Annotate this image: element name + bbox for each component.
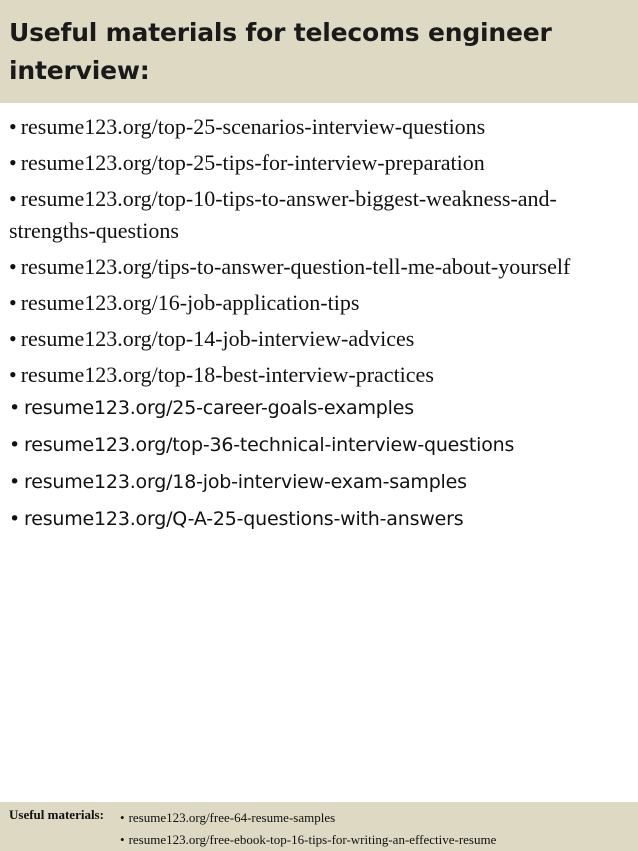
link-text: resume123.org/top-25-tips-for-interview-preparation — [20, 150, 485, 175]
bullet: • — [9, 186, 17, 211]
link-text: resume123.org/16-job-application-tips — [20, 290, 360, 315]
list-item — [9, 469, 609, 496]
bullet: • — [9, 290, 17, 315]
bullet: • — [9, 397, 21, 419]
bullet: • — [9, 508, 21, 530]
footer-link-text: resume123.org/free-ebook-top-16-tips-for-writing-an-effective-resume — [128, 832, 497, 847]
footer-band — [0, 802, 638, 851]
title-band — [0, 0, 638, 103]
link-text: resume123.org/tips-to-answer-question-tell-me-about-yourself — [20, 254, 571, 279]
link-text: resume123.org/top-18-best-interview-practices — [20, 362, 434, 387]
list-item — [9, 323, 609, 355]
list-item — [9, 183, 609, 247]
link-text: resume123.org/top-25-scenarios-interview-questions — [20, 114, 486, 139]
bullet: • — [9, 362, 17, 387]
bullet: • — [9, 326, 17, 351]
bullet: • — [9, 471, 21, 493]
link-text: resume123.org/top-10-tips-to-answer-biggest-weakness-and-strengths-questions — [9, 186, 557, 243]
list-item — [9, 287, 609, 319]
list-item — [9, 432, 609, 459]
list-item — [9, 359, 609, 391]
list-item — [9, 147, 609, 179]
footer-item — [120, 829, 496, 851]
link-text: resume123.org/25-career-goals-examples — [24, 397, 414, 419]
list-item — [9, 395, 609, 422]
link-text: resume123.org/18-job-interview-exam-samples — [24, 471, 467, 493]
link-text: resume123.org/top-14-job-interview-advices — [20, 326, 415, 351]
link-text: resume123.org/Q-A-25-questions-with-answers — [24, 508, 464, 530]
link-text: resume123.org/top-36-technical-interview-questions — [24, 434, 515, 456]
bullet: • — [120, 832, 125, 847]
footer-label: Useful materials: — [9, 807, 104, 822]
list-item — [9, 111, 609, 143]
materials-list — [9, 111, 609, 543]
list-item — [9, 251, 609, 283]
bullet: • — [9, 434, 21, 456]
bullet: • — [9, 254, 17, 279]
list-item — [9, 506, 609, 533]
bullet: • — [120, 810, 125, 825]
footer-item — [120, 807, 496, 829]
bullet: • — [9, 150, 17, 175]
page-title: Useful materials for telecoms engineer interview: — [9, 18, 552, 85]
footer-list — [120, 807, 496, 851]
bullet: • — [9, 114, 17, 139]
footer-link-text: resume123.org/free-64-resume-samples — [128, 810, 336, 825]
